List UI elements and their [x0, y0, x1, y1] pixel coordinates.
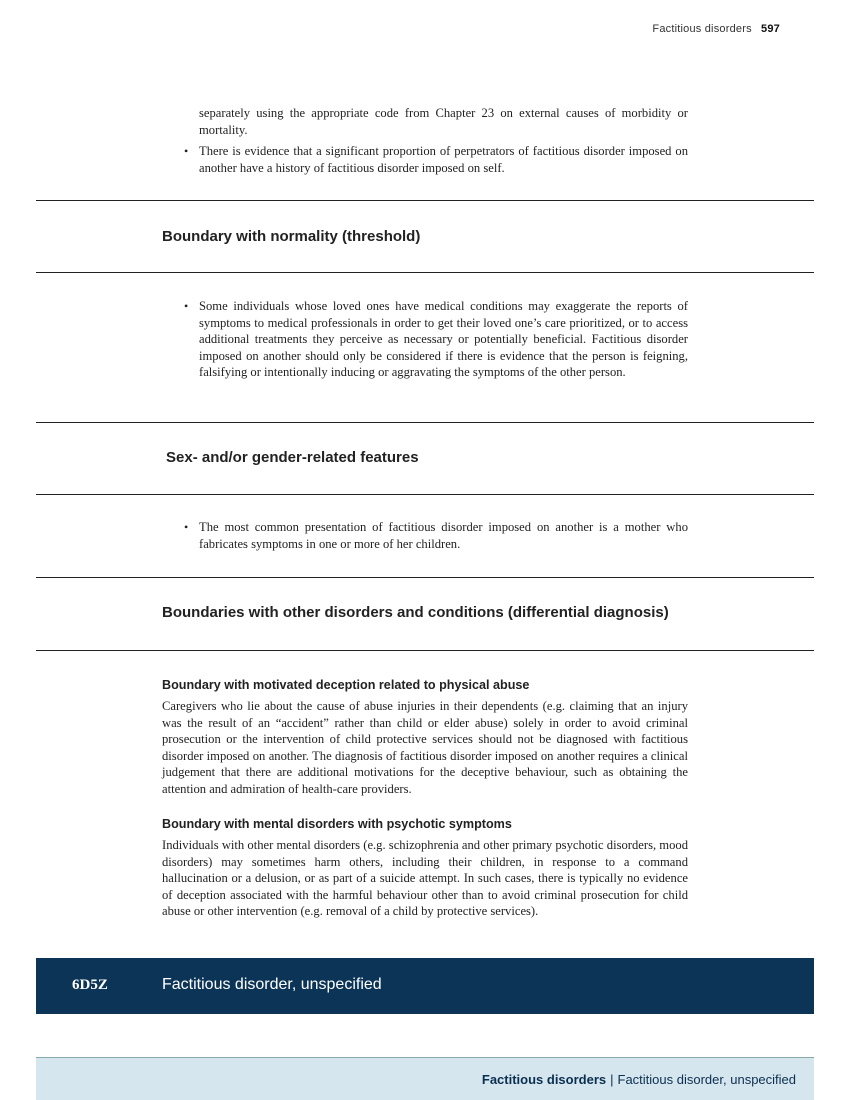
footer-section: Factitious disorders [481, 1072, 607, 1087]
intro-bullet-list [184, 143, 688, 176]
sex-gender-heading: Sex- and/or gender-related features [166, 449, 419, 466]
page-number: 597 [761, 23, 780, 35]
footer-separator: | [610, 1072, 614, 1087]
threshold-heading: Boundary with normality (threshold) [162, 228, 421, 245]
section-divider [36, 577, 814, 578]
diagnosis-code: 6D5Z [72, 977, 108, 993]
list-item [184, 143, 688, 176]
threshold-bullet-list [184, 298, 688, 381]
differential-heading: Boundaries with other disorders and conditions (differential diagnosis) [162, 604, 669, 621]
footer-subsection: Factitious disorder, unspecified [617, 1072, 796, 1087]
section-divider [36, 422, 814, 423]
threshold-bullet-text: Some individuals whose loved ones have medical conditions may exaggerate the reports of symptoms to medical professionals in order to get their loved one’s care prioritized, or to access additional treatments they perceive as necessary or potentially beneficial. Factitious disorder imposed on another should only be considered if there is evidence that the person is feigning, falsifying or intentionally inducing or aggravating the symptoms of the other person. [199, 299, 688, 380]
subsection-text-psychotic: Individuals with other mental disorders (e.g. schizophrenia and other primary psychotic disorders, mood disorders) may sometimes harm others, including their children, in response to a command hallucination or a delusion, or as part of a suicide attempt. In such cases, there is typically no evidence of deception associated with the harmful behaviour other than to avoid criminal prosecution for child abuse or other intervention (e.g. removal of a child by protective services). [162, 838, 688, 919]
bullet-icon: • [184, 299, 189, 313]
section-divider [36, 494, 814, 495]
code-bar [36, 958, 814, 1014]
subsection-title-physical-abuse: Boundary with motivated deception related to physical abuse [162, 678, 530, 692]
subsection-title-psychotic: Boundary with mental disorders with psychotic symptoms [162, 817, 512, 831]
bullet-icon: • [184, 520, 189, 534]
list-item [184, 298, 688, 381]
running-head-title: Factitious disorders [652, 23, 752, 35]
sex-gender-bullet-text: The most common presentation of factitious disorder imposed on another is a mother who fabricates symptoms in one or more of her children. [199, 520, 688, 551]
intro-bullet-text: There is evidence that a significant proportion of perpetrators of factitious disorder imposed on another have a history of factitious disorder imposed on self. [199, 144, 688, 175]
footer-text [482, 1072, 796, 1087]
sex-gender-bullet-list [184, 519, 688, 552]
section-divider [36, 200, 814, 201]
bullet-icon: • [184, 144, 189, 158]
subsection-text-physical-abuse: Caregivers who lie about the cause of abuse injuries in their dependents (e.g. claiming that an injury was the result of an “accident” rather than child or elder abuse) solely in order to avoid criminal prosecution or the intervention of child protective services should not be diagnosed with factitious disorder imposed on another. The diagnosis of factitious disorder imposed on another requires a clinical judgement that there are additional motivations for the deceptive behaviour, such as obtaining the attention and admiration of health-care providers. [162, 699, 688, 796]
list-item [184, 519, 688, 552]
section-divider [36, 650, 814, 651]
section-divider [36, 272, 814, 273]
diagnosis-title: Factitious disorder, unspecified [162, 976, 382, 993]
page-footer [36, 1058, 814, 1100]
intro-continuation: separately using the appropriate code from Chapter 23 on external causes of morbidity or mortality. [199, 106, 688, 137]
running-head [652, 23, 780, 35]
